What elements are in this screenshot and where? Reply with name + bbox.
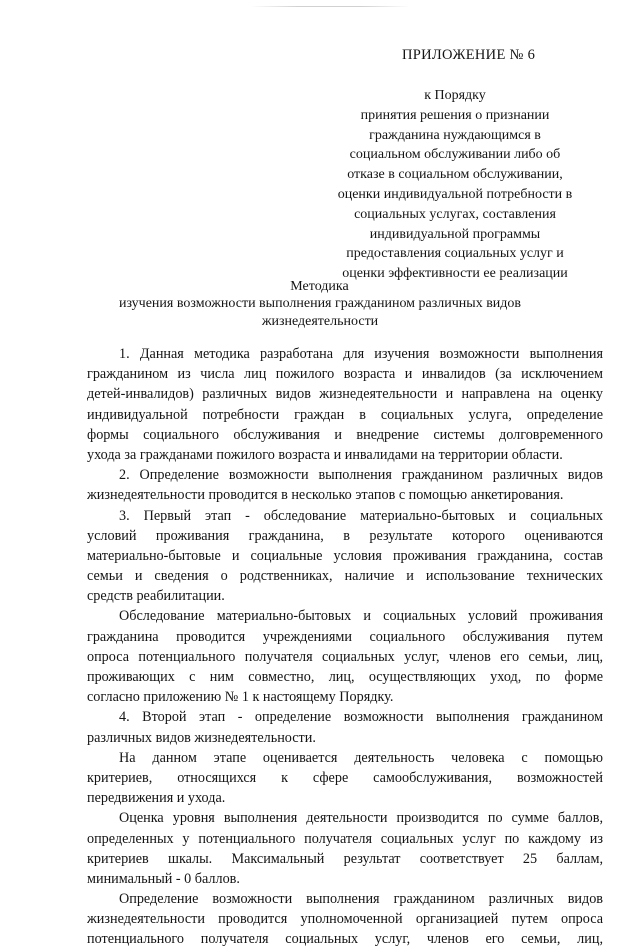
methodology-subtitle-line: изучения возможности выполнения гражданином различных видов [118,296,522,311]
methodology-title: Методика [290,279,349,294]
methodology-subtitle-line: жизнедеятельности [261,314,379,329]
body-line: согласно приложению № 1 к настоящему Порядку. [87,689,394,706]
body-line: На данном этапе оценивается деятельность человека с помощью [119,749,603,766]
body-line: различных видов жизнедеятельности. [87,729,316,746]
body-line: передвижения и ухода. [87,790,226,807]
body-line: жизнедеятельности проводится в несколько этапов с помощью анкетирования. [87,487,564,504]
body-line: определенных у потенциального получателя социальных услуг по каждому из [87,830,603,847]
reference-block [300,86,610,284]
body-line: гражданина проводится учреждениями социального обслуживания путем [87,628,603,645]
body-line: Определение возможности выполнения гражданином различных видов [119,891,603,908]
reference-line: принятия решения о признании [360,107,550,123]
body-line: жизнедеятельности проводится уполномоченной организацией путем опроса [87,911,603,928]
methodology-subtitle [100,295,540,331]
body-line: минимальный - 0 баллов. [87,870,240,887]
reference-line: социальных услугах, составления [354,206,556,222]
reference-line: отказе в социальном обслуживании, [347,167,563,183]
reference-line: гражданина нуждающимся в [369,127,541,143]
document-body [87,344,603,950]
body-line: гражданином из числа лиц пожилого возраста и инвалидов (за исключением [87,366,603,383]
body-line: 2. Определение возможности выполнения гражданином различных видов [119,467,603,484]
body-line: потенциального получателя социальных услуг, членов его семьи, лиц, [87,931,603,948]
body-line: Оценка уровня выполнения деятельности производится по сумме баллов, [119,810,603,827]
body-line: формы социального обслуживания и внедрение системы долговременного [87,426,603,443]
body-line: детей-инвалидов) различных видов жизнедеятельности и направлена на оценку [87,386,603,403]
body-line: 1. Данная методика разработана для изучения возможности выполнения [119,346,603,362]
reference-line: к Порядку [424,88,486,103]
body-line: опроса потенциального получателя социальных услуг, членов его семьи, лиц, [87,648,603,665]
reference-line: предоставления социальных услуг и [346,246,564,262]
scan-artifact-line [250,6,410,7]
body-line: индивидуальной потребности граждан в социальных услуга, определение [87,406,603,423]
body-line: критериев шкалы. Максимальный результат соответствует 25 баллам, [87,850,603,867]
reference-line: индивидуальной программы [369,226,541,242]
body-line: критериев, относящихся к сфере самообслуживания, возможностей [87,769,603,786]
reference-line: оценки индивидуальной потребности в [337,186,573,202]
body-line: материально-бытовые и социальные условия проживания гражданина, состав [87,547,603,564]
body-line: 4. Второй этап - определение возможности выполнения гражданином [119,709,603,726]
body-line: семьи и сведения о родственниках, наличие и использование технических [87,568,603,585]
appendix-title: ПРИЛОЖЕНИЕ № 6 [402,47,536,63]
body-line: условий проживания гражданина, в результате которого оцениваются [87,527,603,544]
body-line: ухода за гражданами пожилого возраста и инвалидами на территории области. [87,446,563,463]
reference-line: социальном обслуживании либо об [349,147,561,163]
body-line: 3. Первый этап - обследование материально-бытовых и социальных [119,507,603,524]
body-line: средств реабилитации. [87,588,225,605]
reference-line: оценки эффективности ее реализации [342,266,568,282]
body-line: Обследование материально-бытовых и социальных условий проживания [119,608,603,625]
body-line: проживающих с ним совместно, лиц, осуществляющих уход, по форме [87,669,603,685]
